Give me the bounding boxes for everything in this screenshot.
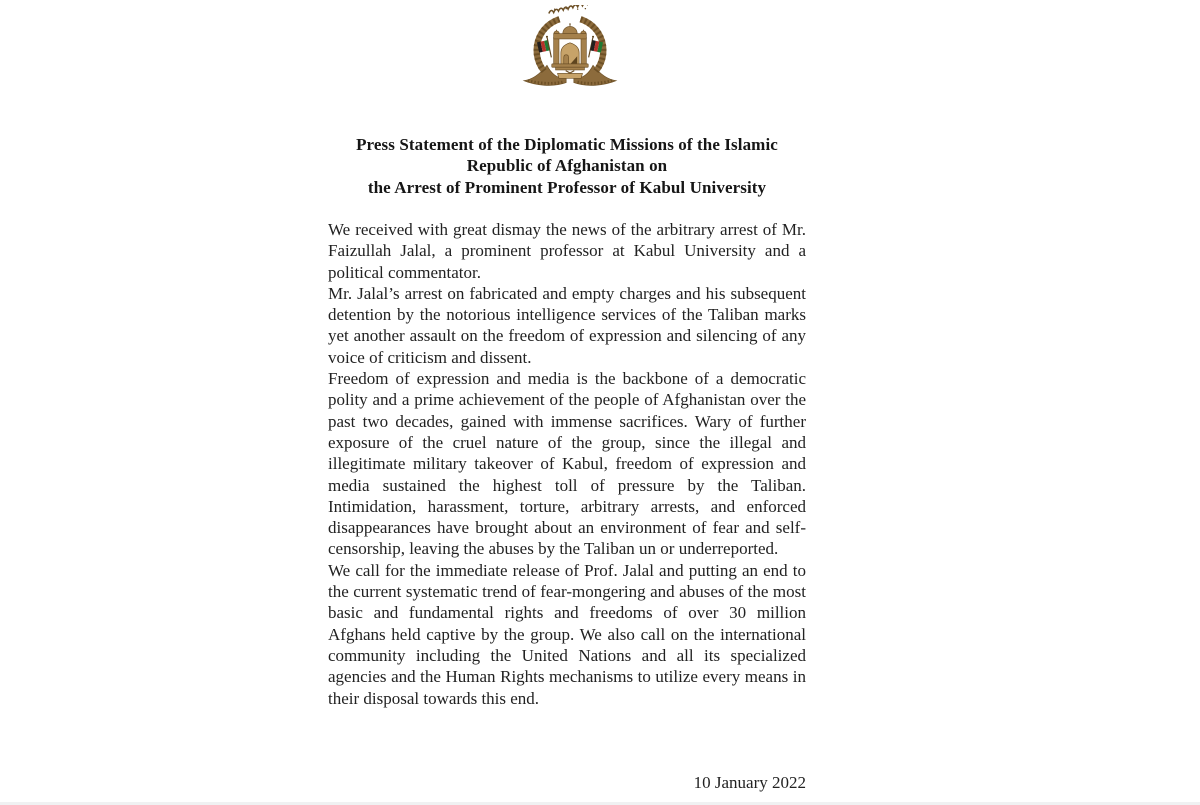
paragraph-1: We received with great dismay the news of the arbitrary arrest of Mr. Faizullah Jalal, a prominent professor at Kabul University and a political commentator. bbox=[328, 220, 806, 282]
statement-body bbox=[328, 219, 806, 709]
document-title bbox=[328, 134, 806, 198]
afghanistan-emblem-icon bbox=[522, 5, 618, 93]
paragraph-4: We call for the immediate release of Prof. Jalal and putting an end to the current systematic trend of fear-mongering and abuses of the most basic and fundamental rights and freedoms of over 30 million Afghans held captive by the group. We also call on the international community including the United Nations and all its specialized agencies and the Human Rights mechanisms to utilize every means in their disposal towards this end. bbox=[328, 560, 806, 708]
title-line-3: the Arrest of Prominent Professor of Kabul University bbox=[367, 177, 767, 197]
title-line-1: Press Statement of the Diplomatic Missions of the Islamic bbox=[356, 135, 778, 154]
title-line-2: Republic of Afghanistan on bbox=[466, 156, 668, 176]
statement-date: 10 January 2022 bbox=[693, 773, 806, 792]
paragraph-3: Freedom of expression and media is the backbone of a democratic polity and a prime achievement of the people of Afghanistan over the past two decades, gained with immense sacrifices. Wary of further exposure of the cruel nature of the group, since the illegal and illegitimate military takeover of Kabul, freedom of expression and media sustained the highest toll of pressure by the Taliban. Intimidation, harassment, torture, arbitrary arrests, and enforced disappearances have brought about an environment of fear and self-censorship, leaving the abuses by the Taliban un or underreported. bbox=[328, 369, 806, 559]
paragraph-2: Mr. Jalal’s arrest on fabricated and empty charges and his subsequent detention by the notorious intelligence services of the Taliban marks yet another assault on the freedom of expression and silencing of any voice of criticism and dissent. bbox=[328, 283, 806, 367]
